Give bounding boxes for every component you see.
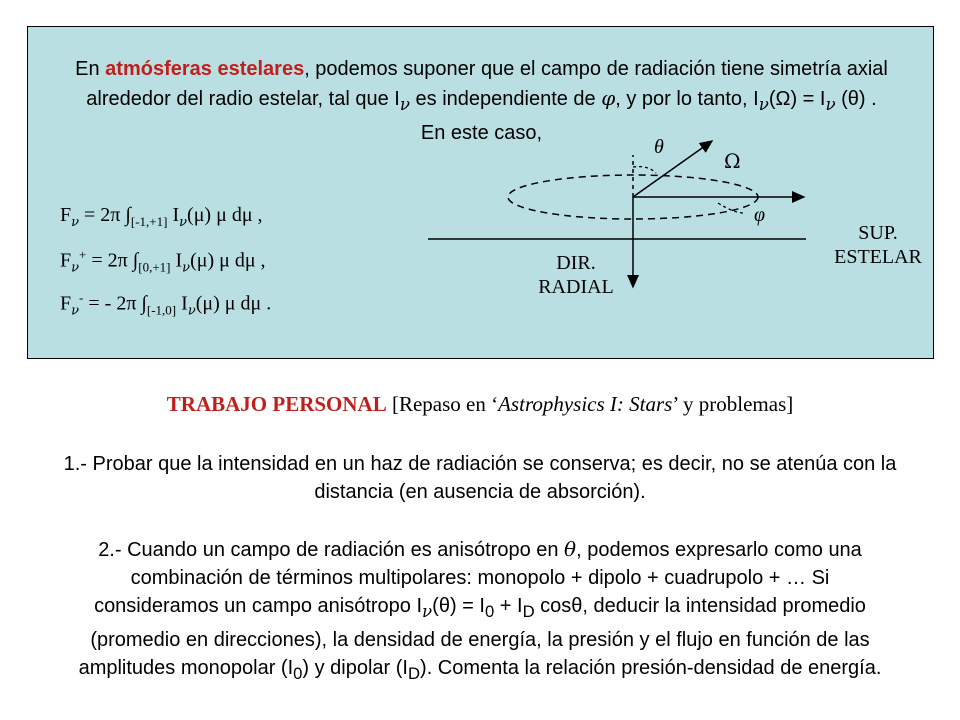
geometry-diagram [28,27,935,360]
section-title: TRABAJO PERSONAL [Repaso en ‘Astrophysics I: Stars’ y problemas] [166,392,794,416]
theta-arc [633,167,656,173]
omega-arrow [633,141,712,197]
flux-equation-total: $F_\nu = 2\pi$ $\int_{[-1,+1]}$ $I_\nu(\mu)$ μ dμ , [60,204,263,230]
intro-text: En atmósferas estelares, podemos suponer que el campo de radiación tiene simetría axial alrededor del radio estelar, tal que $I_\nu$ es independiente de φ, y por lo tanto, $I_\nu(\Omega) = I_\nu$ (θ) . En este caso, [75,58,888,144]
highlight-term: atmósferas estelares [105,58,305,80]
problem-2: 2.- Cuando un campo de radiación es anisótropo en θ, podemos expresarlo como una combinación de términos multipolares: monopolo + dipolo + cuadrupolo + … Si consideramos un campo anisótropo $I_\nu(\theta) = I_0 + I_D$ cosθ, deducir la intensidad promedio (promedio en direcciones), la densidad de energía, la presión y el flujo en función de las amplitudes monopolar $(I_0)$ y dipolar $(I_D)$. Comenta la relación presión-densidad de energía. [78,537,882,683]
omega-label: Ω [724,149,741,173]
definition-panel [27,26,934,359]
flux-equation-inward: $F_\nu^-$ = - 2π $\int_{[-1,0]}$ $I_\nu(\mu)$ μ dμ . [60,290,272,319]
stellar-surface-label: SUP. ESTELAR [834,222,922,268]
flux-equation-outward: $F_\nu^+ = 2\pi$ $\int_{[0,+1]}$ $I_\nu(\mu)$ μ dμ , [60,247,266,276]
radial-direction-label: DIR. RADIAL [538,252,614,298]
problem-1: 1.- Probar que la intensidad en un haz de radiación se conserva; es decir, no se atenúa con la distancia (en ausencia de absorción). [63,453,897,503]
phi-label: φ [754,204,766,226]
theta-label: θ [654,136,664,158]
phi-arc [718,203,744,213]
